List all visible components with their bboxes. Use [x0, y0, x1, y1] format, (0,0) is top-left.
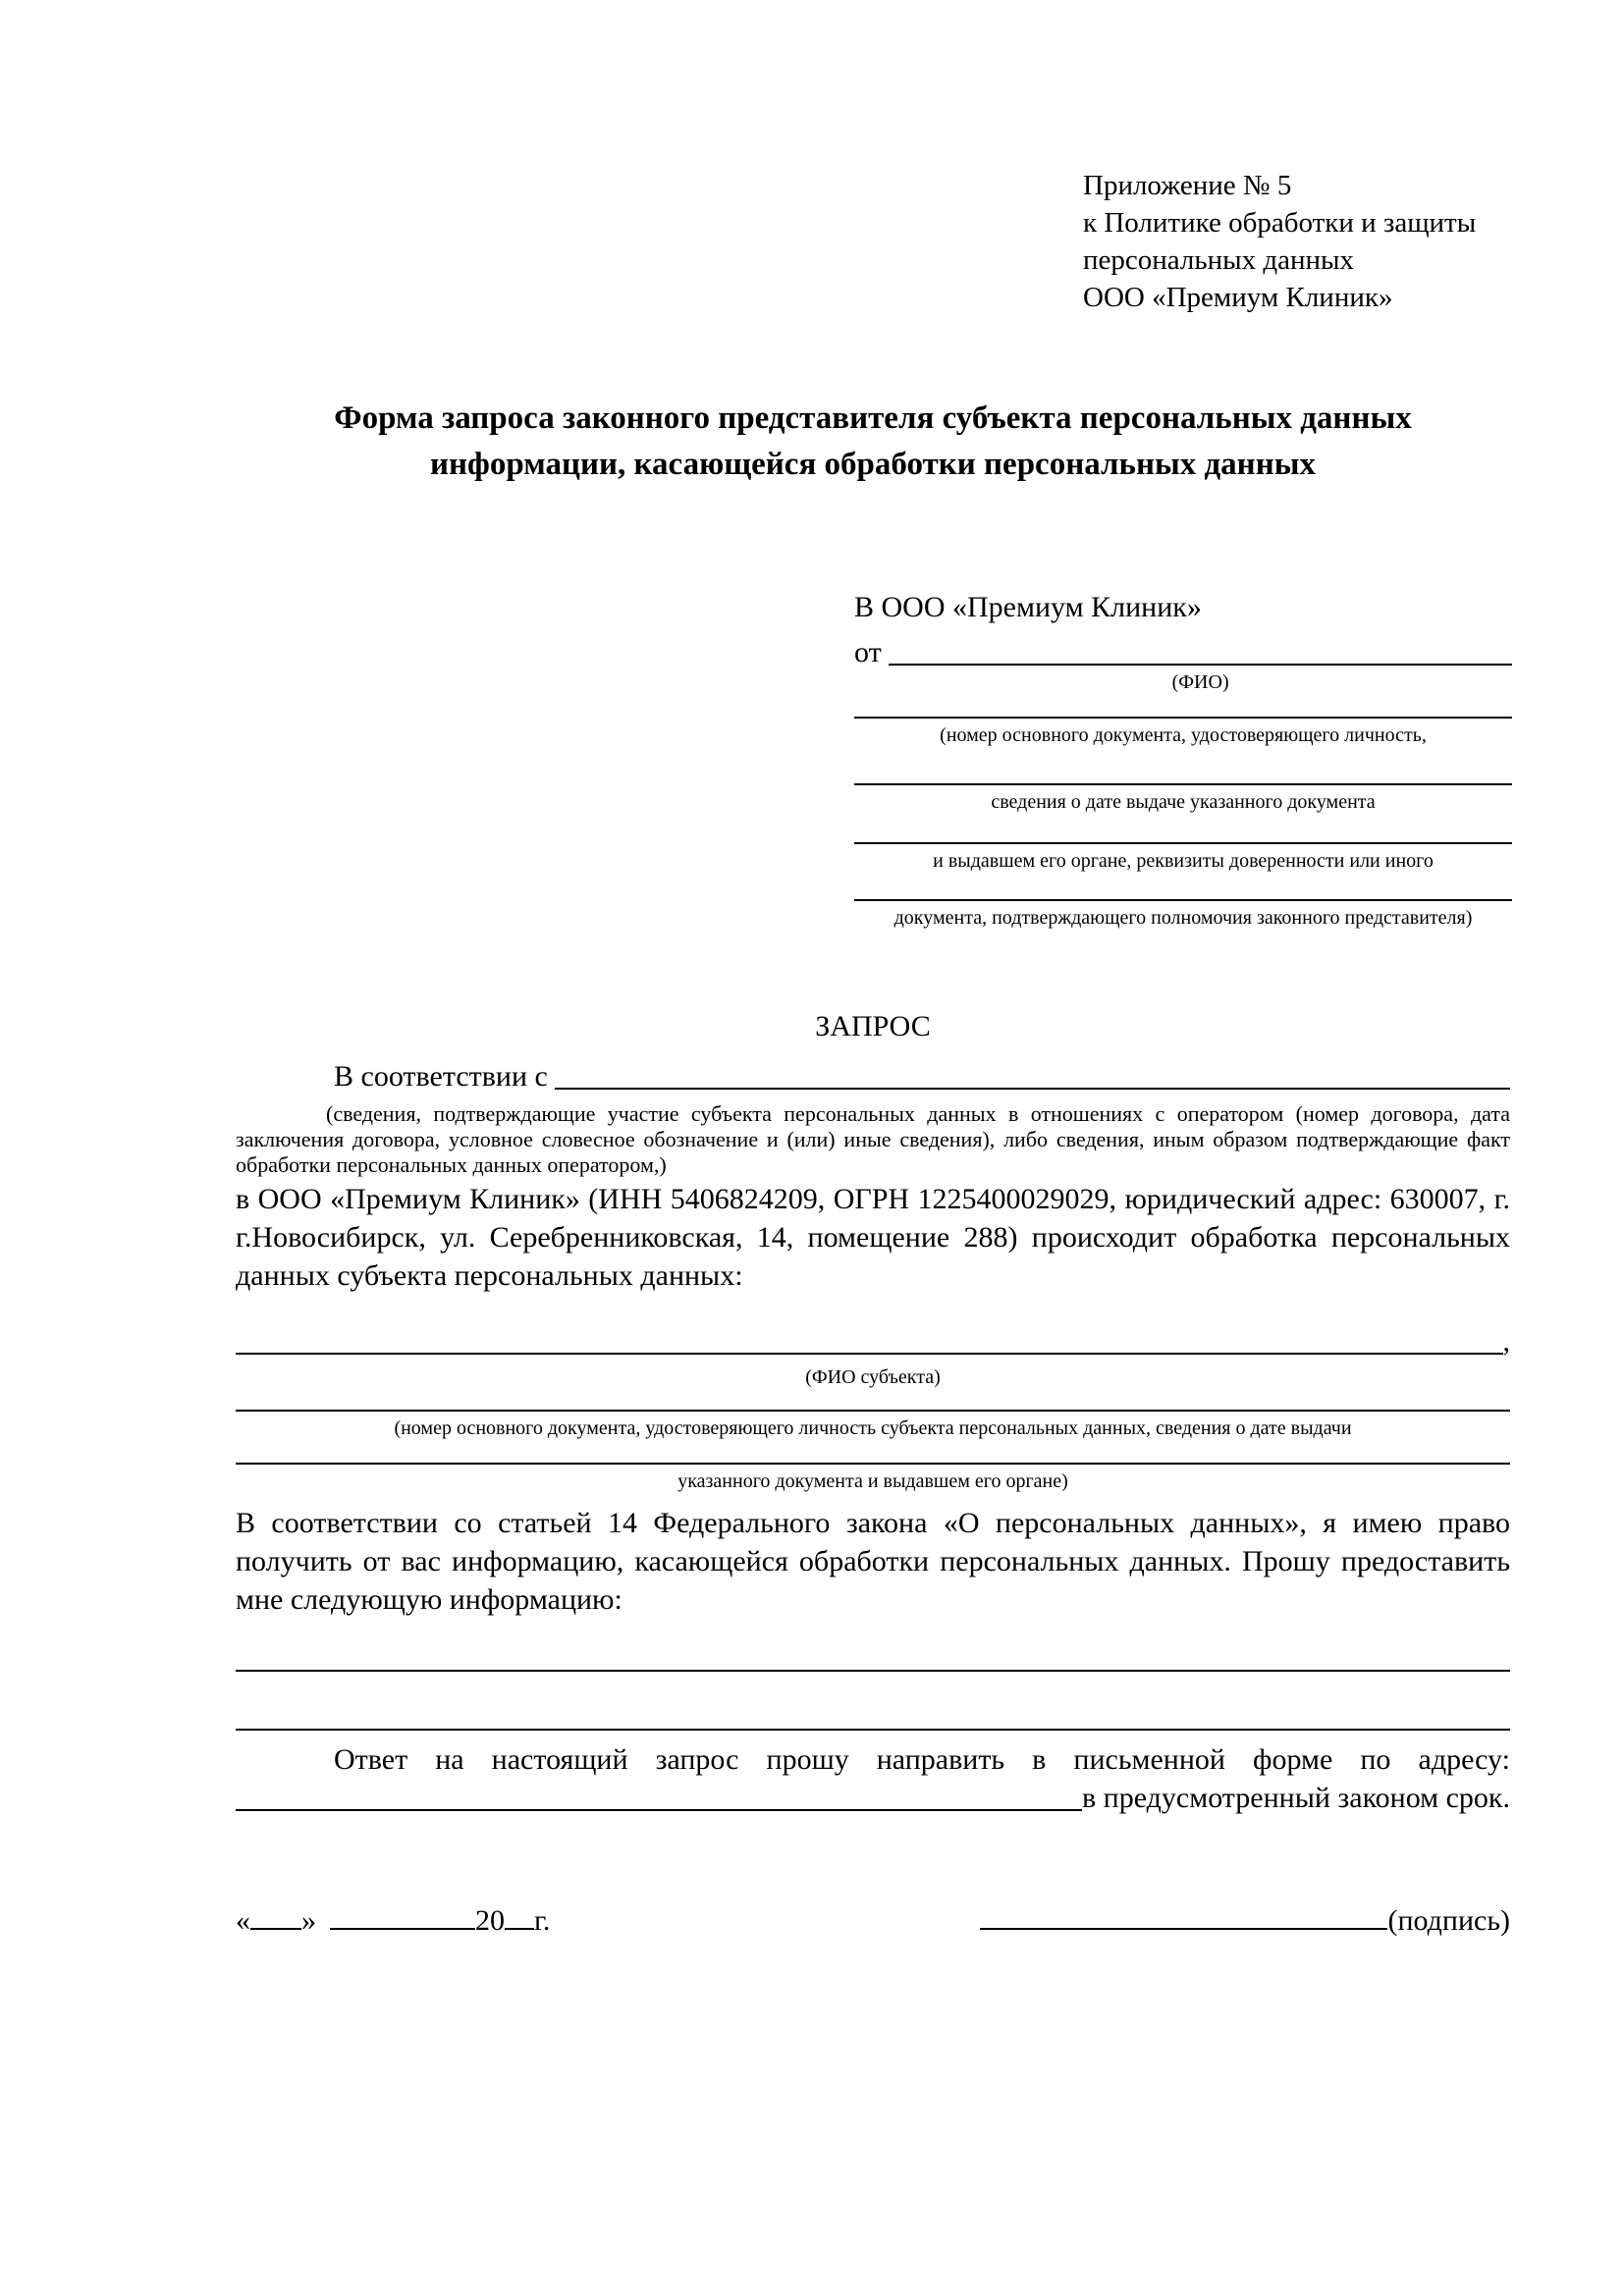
signature-line: [980, 1901, 1510, 1940]
addressee-block: [854, 589, 1512, 931]
request-heading: ЗАПРОС: [815, 1010, 931, 1042]
intro-prefix: В соответствии с: [334, 1060, 556, 1093]
request-body: [236, 1007, 1510, 1940]
document-title-line: Форма запроса законного представителя субъекта персональных данных: [334, 400, 1412, 436]
intro-line: [236, 1057, 1510, 1095]
appendix-note-line: персональных данных: [1083, 244, 1355, 276]
document-number-fill-in-line: [854, 717, 1512, 719]
authority-document-caption: документа, подтверждающего полномочия законного представителя): [893, 907, 1473, 929]
information-fill-in-line-2: [236, 1729, 1510, 1731]
appendix-note-line: Приложение № 5: [1083, 170, 1292, 201]
issuing-authority-caption: и выдавшем его органе, реквизиты доверенности или иного: [933, 850, 1434, 872]
addressee-from-line: [854, 634, 1512, 695]
appendix-note-line: к Политике обработки и защиты: [1083, 207, 1477, 239]
information-fill-in-line-1: [236, 1670, 1510, 1672]
subject-issuing-authority-fill-in-line: [236, 1463, 1510, 1465]
date-close-quote: »: [301, 1904, 316, 1937]
date-year-prefix: 20: [475, 1904, 505, 1937]
intro-fill-in-line: [555, 1057, 1510, 1090]
date-open-quote: «: [236, 1904, 250, 1937]
addressee-to-line: В ООО «Премиум Клиник»: [854, 591, 1202, 623]
issuing-authority-fill-in-line: [854, 842, 1512, 844]
issue-date-caption: сведения о дате выдаче указанного документа: [991, 791, 1376, 813]
reply-deadline-text: в предусмотренный законом срок.: [1082, 1782, 1510, 1814]
date-year-fill-in-line: [505, 1904, 534, 1930]
reply-address-fill-in-line: [236, 1779, 1082, 1811]
from-fill-column: [889, 634, 1512, 695]
reply-address-line: [236, 1779, 1510, 1817]
document-title: [236, 396, 1510, 488]
from-label: от: [854, 636, 890, 668]
signature-caption: (подпись): [1387, 1904, 1510, 1937]
signature-fill-in-line: [980, 1904, 1387, 1930]
fio-caption: (ФИО): [1171, 671, 1229, 693]
subject-document-fill-in-line: [236, 1410, 1510, 1412]
date-line: [236, 1901, 550, 1940]
reply-paragraph: Ответ на настоящий запрос прошу направить в письменной форме по адресу:: [334, 1743, 1510, 1776]
document-number-caption: (номер основного документа, удостоверяющего личность,: [940, 724, 1427, 746]
document-title-line: информации, касающейся обработки персональных данных: [430, 447, 1316, 482]
operator-paragraph: в ООО «Премиум Клиник» (ИНН 5406824209, ОГРН 1225400029029, юридический адрес: 630007, г. г.Новосибирск, ул. Серебренниковская, 14, помещение 288) происходит обработка персональных данных субъекта персональных данных:: [236, 1183, 1510, 1292]
date-month-fill-in-line: [330, 1904, 475, 1930]
subject-fio-caption: (ФИО субъекта): [805, 1366, 941, 1388]
authority-document-fill-in-line: [854, 899, 1512, 901]
appendix-note: [1083, 167, 1476, 316]
date-year-suffix: г.: [534, 1904, 551, 1937]
date-day-fill-in-line: [250, 1904, 301, 1930]
subject-fio-line: [236, 1322, 1510, 1361]
law-paragraph: В соответствии со статьей 14 Федерального закона «О персональных данных», я имею право получить от вас информацию, касающейся обработки персональных данных. Прошу предоставить мне следующую информацию:: [236, 1507, 1510, 1616]
date-signature-row: [236, 1901, 1510, 1940]
subject-line-comma: ,: [1502, 1325, 1510, 1358]
appendix-note-line: ООО «Премиум Клиник»: [1083, 282, 1393, 313]
subject-issuing-authority-caption: указанного документа и выдавшем его органе): [677, 1470, 1068, 1492]
fio-fill-in-line: [889, 634, 1512, 666]
intro-note: (сведения, подтверждающие участие субъекта персональных данных в отношениях с оператором (номер договора, дата заключения договора, условное словесное обозначение и (или) иные сведения), либо сведения, иным образом подтверждающие факт обработки персональных данных оператором,): [236, 1101, 1510, 1177]
issue-date-fill-in-line: [854, 783, 1512, 785]
subject-document-caption: (номер основного документа, удостоверяющего личность субъекта персональных данных, сведения о дате выдачи: [394, 1417, 1352, 1439]
subject-fio-fill-in-line: [236, 1322, 1503, 1355]
